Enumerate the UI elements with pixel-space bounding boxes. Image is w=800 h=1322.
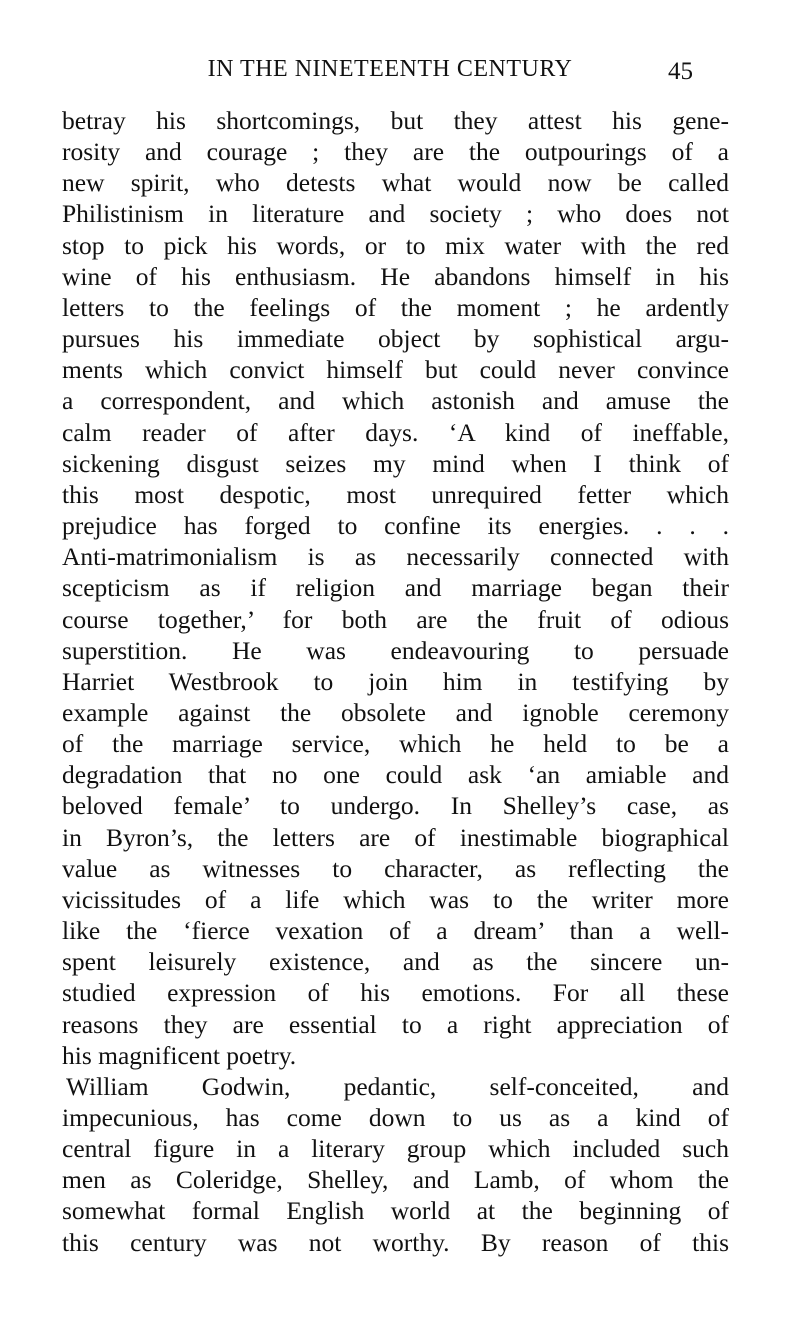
text-line: pursues his immediate object by sophistical argu- <box>62 324 729 354</box>
text-line: course together,’ for both are the fruit of odious <box>62 604 729 634</box>
text-line: rosity and courage ; they are the outpourings of a <box>62 137 729 167</box>
text-line: somewhat formal English world at the beginning of <box>62 1196 729 1226</box>
text-line: his magnificent poetry. <box>62 1040 297 1070</box>
text-line: reasons they are essential to a right appreciation of <box>62 1009 729 1039</box>
text-line: this century was not worthy. By reason of this <box>62 1227 729 1257</box>
text-line: like the ‘fierce vexation of a dream’ than a well- <box>62 916 729 946</box>
text-line: of the marriage service, which he held to be a <box>62 729 729 759</box>
text-line: stop to pick his words, or to mix water with the red <box>62 230 729 260</box>
text-line: ments which convict himself but could never convince <box>62 355 729 385</box>
text-line: letters to the feelings of the moment ; he ardently <box>62 292 729 322</box>
text-line: Philistinism in literature and society ; who does not <box>62 199 729 229</box>
body-text <box>62 105 729 1258</box>
text-line: beloved female’ to undergo. In Shelley’s case, as <box>62 791 729 821</box>
text-line: spent leisurely existence, and as the sincere un- <box>62 947 729 977</box>
running-header: IN THE NINETEENTH CENTURY <box>207 56 573 82</box>
text-line: new spirit, who detests what would now be called <box>62 168 729 198</box>
text-line: studied expression of his emotions. For all these <box>62 978 729 1008</box>
text-line: betray his shortcomings, but they attest his gene- <box>62 106 729 135</box>
text-line: vicissitudes of a life which was to the writer more <box>62 884 729 914</box>
text-line: prejudice has forged to confine its energies. . . . <box>62 511 729 541</box>
text-line: wine of his enthusiasm. He abandons himself in his <box>62 261 729 291</box>
text-line: calm reader of after days. ‘A kind of ineffable, <box>62 417 729 447</box>
text-line: example against the obsolete and ignoble ceremony <box>62 697 729 727</box>
text-line: in Byron’s, the letters are of inestimable biographical <box>62 822 729 852</box>
text-line: a correspondent, and which astonish and amuse the <box>62 386 729 416</box>
page-number: 45 <box>668 58 693 85</box>
text-line: value as witnesses to character, as reflecting the <box>62 853 729 883</box>
text-line: Harriet Westbrook to join him in testifying by <box>62 666 729 696</box>
text-line: Anti-matrimonialism is as necessarily connected with <box>62 542 729 572</box>
text-line: William Godwin, pedantic, self-conceited, and <box>66 1071 729 1101</box>
text-line: scepticism as if religion and marriage began their <box>62 573 729 603</box>
text-line: central figure in a literary group which included such <box>62 1134 729 1164</box>
text-line: superstition. He was endeavouring to persuade <box>62 635 729 665</box>
text-line: degradation that no one could ask ‘an amiable and <box>62 760 729 790</box>
text-line: this most despotic, most unrequired fetter which <box>62 479 729 509</box>
text-line: men as Coleridge, Shelley, and Lamb, of whom the <box>62 1165 729 1195</box>
text-line: sickening disgust seizes my mind when I think of <box>62 448 729 478</box>
text-line: impecunious, has come down to us as a kind of <box>62 1103 729 1132</box>
